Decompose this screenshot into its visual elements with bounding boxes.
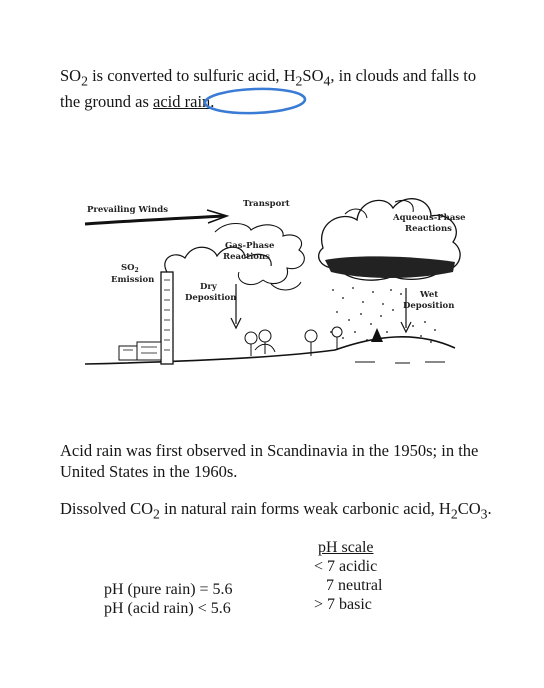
- dry-deposition-label: Dry: [200, 282, 217, 292]
- history-paragraph: Acid rain was first observed in Scandinavia in the 1950s; in the United States in the 1960s.: [60, 441, 479, 481]
- co2-subscript: 2: [153, 506, 160, 522]
- h2co3-subscript: 2: [450, 506, 458, 522]
- dry-deposition-label-2: Deposition: [185, 293, 237, 303]
- h2co3-subscript: 3: [480, 506, 488, 522]
- ph-values: [104, 580, 233, 618]
- aqueous-phase-label: Aqueous-Phase: [393, 213, 466, 223]
- emission-label: Emission: [111, 275, 155, 285]
- highlight-ellipse: [205, 87, 306, 114]
- gas-cloud-tail: [238, 272, 263, 285]
- h2so4-subscript: 2: [295, 73, 303, 89]
- ph-scale-row: < 7 acidic: [314, 558, 378, 575]
- wind-arrow: [85, 216, 225, 224]
- transport-label: Transport: [243, 199, 290, 209]
- prevailing-winds-label: Prevailing Winds: [87, 205, 169, 215]
- wet-deposition-label-2: Deposition: [403, 301, 455, 311]
- building: [137, 342, 161, 360]
- wet-deposition-label: Wet: [420, 290, 439, 300]
- acid-rain-term: acid rain.: [153, 92, 215, 112]
- gas-phase-label-2: Reactions: [223, 252, 270, 262]
- aqueous-phase-label-2: Reactions: [405, 224, 452, 234]
- pine-tree: [371, 328, 383, 342]
- intro-text: SO: [60, 66, 82, 85]
- carbonic-text: Dissolved CO: [60, 499, 154, 518]
- intro-text: , in clouds and falls to the ground as: [60, 66, 477, 112]
- ground-dash: [355, 362, 445, 363]
- intro-text: SO: [302, 66, 324, 85]
- ph-scale-title: pH scale: [318, 539, 374, 556]
- so2-subscript: 2: [81, 73, 88, 89]
- acid-rain-diagram: [75, 172, 475, 382]
- gas-phase-label: Gas-Phase: [225, 241, 275, 251]
- tree: [332, 327, 342, 337]
- storm-cloud-base: [325, 256, 455, 278]
- carbonic-text: .: [487, 499, 492, 518]
- ph-pure-rain: pH (pure rain) = 5.6: [104, 581, 233, 598]
- ph-scale-row: 7 neutral: [326, 577, 383, 594]
- intro-text: is converted to sulfuric acid, H: [87, 66, 296, 85]
- tree: [305, 330, 317, 342]
- so2-label: $SO_2$: [121, 263, 139, 274]
- building: [119, 346, 137, 360]
- carbonic-text: CO: [457, 499, 481, 518]
- tree: [259, 330, 271, 342]
- carbonic-text: in natural rain forms weak carbonic acid, H: [159, 499, 451, 518]
- tree: [245, 332, 257, 344]
- carbonic-paragraph: [60, 498, 500, 524]
- ph-acid-rain: pH (acid rain) < 5.6: [104, 600, 231, 617]
- ph-scale: [314, 538, 388, 614]
- ph-scale-row: > 7 basic: [314, 596, 372, 613]
- h2so4-subscript: 4: [323, 73, 331, 89]
